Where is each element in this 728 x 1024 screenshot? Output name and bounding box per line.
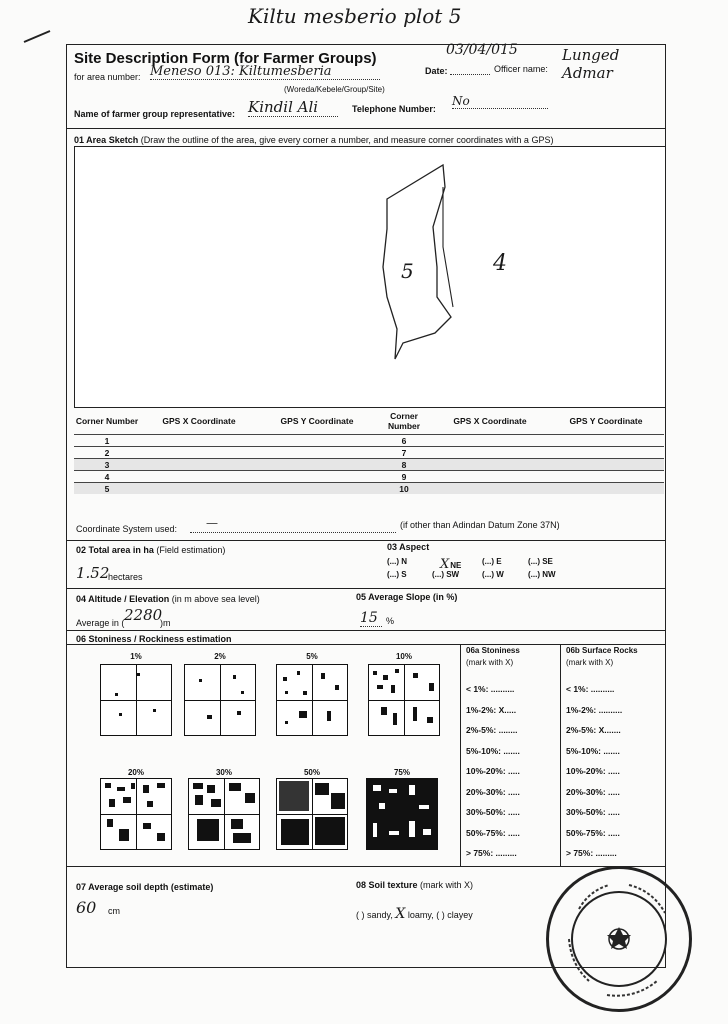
check-mark-icon: X [395,906,406,922]
list-item: 5%-10%: ....... [466,745,520,756]
column-header: Corner Number [75,416,139,426]
sketch-corner-label: 4 [493,251,507,276]
corner-number: 9 [376,471,432,483]
list-item: 30%-50%: ..... [566,807,620,817]
surface-rocks-06b-title: 06b Surface Rocks [566,646,638,655]
soil-texture-label: 08 Soil texture [356,880,418,890]
aspect-option: (...) W [482,570,504,579]
soil-texture-heading [356,880,473,890]
altitude-prefix: Average in ( [76,618,125,628]
corner-number: 6 [376,435,432,447]
stoniness-label: 06 Stoniness / Rockiness estimation [76,634,232,644]
area-sketch-label: 01 Area Sketch [74,135,139,145]
aspect-option: (...) S [387,570,407,579]
soil-texture-option-checked: loamy, [407,910,434,920]
soil-texture-option: ( ) sandy, [356,910,393,920]
corner-number: 10 [376,483,432,495]
stoniness-percent-label: 1% [130,652,142,661]
altitude-value: 2280 [124,606,163,624]
aspect-option: (...) E [482,557,502,566]
list-item: 50%-75%: ..... [566,827,620,838]
corner-number: 3 [74,459,140,471]
phone-value: No [452,94,548,109]
list-item: 10%-20%: ..... [566,766,620,776]
rep-label: Name of farmer group representative: [74,109,236,119]
total-area-unit: hectares [108,572,143,582]
slope-label: 05 Average Slope (in %) [356,592,458,602]
column-header: GPS X Coordinate [162,416,236,426]
aspect-option: (...) N [387,557,407,566]
table-row [74,447,664,459]
total-area-label: 02 Total area in ha [76,545,154,555]
date-label: Date: [425,66,448,76]
column-header: GPS Y Coordinate [569,416,643,426]
divider [66,128,666,129]
list-item: 30%-50%: ..... [466,807,520,817]
officer-value: Lunged Admar [562,46,620,82]
aspect-label: 03 Aspect [387,542,430,552]
aspect-option-label: NE [450,561,462,570]
stoniness-percent-label: 10% [395,652,412,661]
list-item: > 75%: ......... [466,848,517,858]
date-dots [450,74,490,75]
woreda-hint: (Woreda/Kebele/Group/Site) [284,85,385,94]
slope-unit: % [386,616,395,626]
soil-depth-label: 07 Average soil depth (estimate) [76,882,214,892]
stoniness-grid-30 [188,778,260,850]
handwritten-header: Kiltu mesberio plot 5 [248,4,462,28]
stoniness-grid-10 [368,664,440,736]
area-sketch-heading [74,135,553,145]
stoniness-grid-20 [100,778,172,850]
altitude-label: 04 Altitude / Elevation [76,594,170,604]
list-item: 20%-30%: ..... [566,786,620,797]
corner-number: 8 [376,459,432,471]
list-item: 1%-2%: .......... [566,704,623,715]
list-item: < 1%: .......... [566,684,615,694]
divider [66,866,666,867]
total-area-hint: (Field estimation) [156,545,226,555]
stoniness-grid-75 [366,778,438,850]
phone-label: Telephone Number: [352,104,436,114]
list-item: 10%-20%: ..... [466,766,520,776]
soil-depth-unit: cm [108,906,120,916]
aspect-option: (...) SW [432,570,460,579]
divider [66,540,666,541]
slope-value: 15 [360,610,382,627]
stoniness-percent-label: 75% [393,768,410,777]
official-stamp [546,866,692,1012]
altitude-heading [76,594,260,604]
stoniness-grid-1 [100,664,172,736]
table-row [74,459,664,471]
stoniness-percent-label: 20% [127,768,144,777]
table-row [74,483,664,495]
stoniness-grid-50 [276,778,348,850]
rep-value: Kindil Ali [248,98,338,117]
corner-number: 1 [74,435,140,447]
column-divider [460,644,461,866]
table-row [74,471,664,483]
divider [66,644,666,645]
list-item: > 75%: ......... [566,848,617,858]
list-item: < 1%: .......... [466,684,515,694]
list-item: 1%-2%: X..... [466,704,517,715]
soil-texture-options [356,906,473,922]
stoniness-percent-label: 2% [214,652,226,661]
corner-number: 2 [74,447,140,459]
area-number-value: Meneso 013: Kiltumesberia [150,64,380,80]
corner-number: 7 [376,447,432,459]
stoniness-percent-label: 50% [303,768,320,777]
gps-coordinates-table [74,408,664,494]
area-sketch-drawing [75,147,665,407]
coord-system-value: — [206,516,218,530]
corner-number: 5 [74,483,140,495]
soil-texture-hint: (mark with X) [420,880,474,890]
altitude-unit: )m [160,618,171,628]
table-row [74,435,664,447]
stoniness-06a-list [466,684,520,869]
soil-texture-option: ( ) clayey [436,910,473,920]
coord-system-note: (if other than Adindan Datum Zone 37N) [400,520,560,530]
date-value: 03/04/015 [446,42,518,58]
list-item: 50%-75%: ..... [466,827,520,838]
surface-rocks-06b-subtitle: (mark with X) [566,658,614,667]
coord-system-label: Coordinate System used: [76,524,178,534]
column-header: GPS X Coordinate [453,416,527,426]
total-area-heading [76,545,225,555]
total-area-value: 1.52 [76,564,110,582]
check-mark-icon: X [440,557,450,572]
divider [66,630,666,631]
corner-number: 4 [74,471,140,483]
stoniness-grid-5 [276,664,348,736]
sketch-corner-label: 5 [401,259,414,283]
column-header: Corner Number [387,411,421,431]
divider [66,588,666,589]
surface-rocks-06b-list [566,684,622,869]
stoniness-06a-subtitle: (mark with X) [466,658,514,667]
column-divider [560,644,561,866]
column-header: GPS Y Coordinate [280,416,354,426]
coord-system-dots [190,532,396,533]
list-item: 2%-5%: ........ [466,725,518,735]
table-header-row [74,408,664,435]
aspect-option: (...) SE [528,557,553,566]
area-number-label: for area number: [74,72,141,82]
soil-depth-value: 60 [76,898,97,917]
list-item: 20%-30%: ..... [466,786,520,797]
aspect-option: (...) NW [528,570,556,579]
area-sketch-hint: (Draw the outline of the area, give every corner a number, and measure corner coordinates with a GPS) [140,135,554,145]
pen-stroke-mark [22,28,52,44]
stoniness-percent-label: 5% [306,652,318,661]
stoniness-06a-title: 06a Stoniness [466,646,520,655]
stoniness-grid-2 [184,664,256,736]
form-title: Site Description Form (for Farmer Groups) [74,50,377,67]
stamp-emblem-icon [549,869,689,1009]
stoniness-percent-label: 30% [215,768,232,777]
list-item: 5%-10%: ....... [566,745,620,756]
altitude-hint: (in m above sea level) [171,594,260,604]
officer-label: Officer name: [494,64,548,74]
area-sketch-box [74,146,666,408]
list-item: 2%-5%: X....... [566,725,621,735]
